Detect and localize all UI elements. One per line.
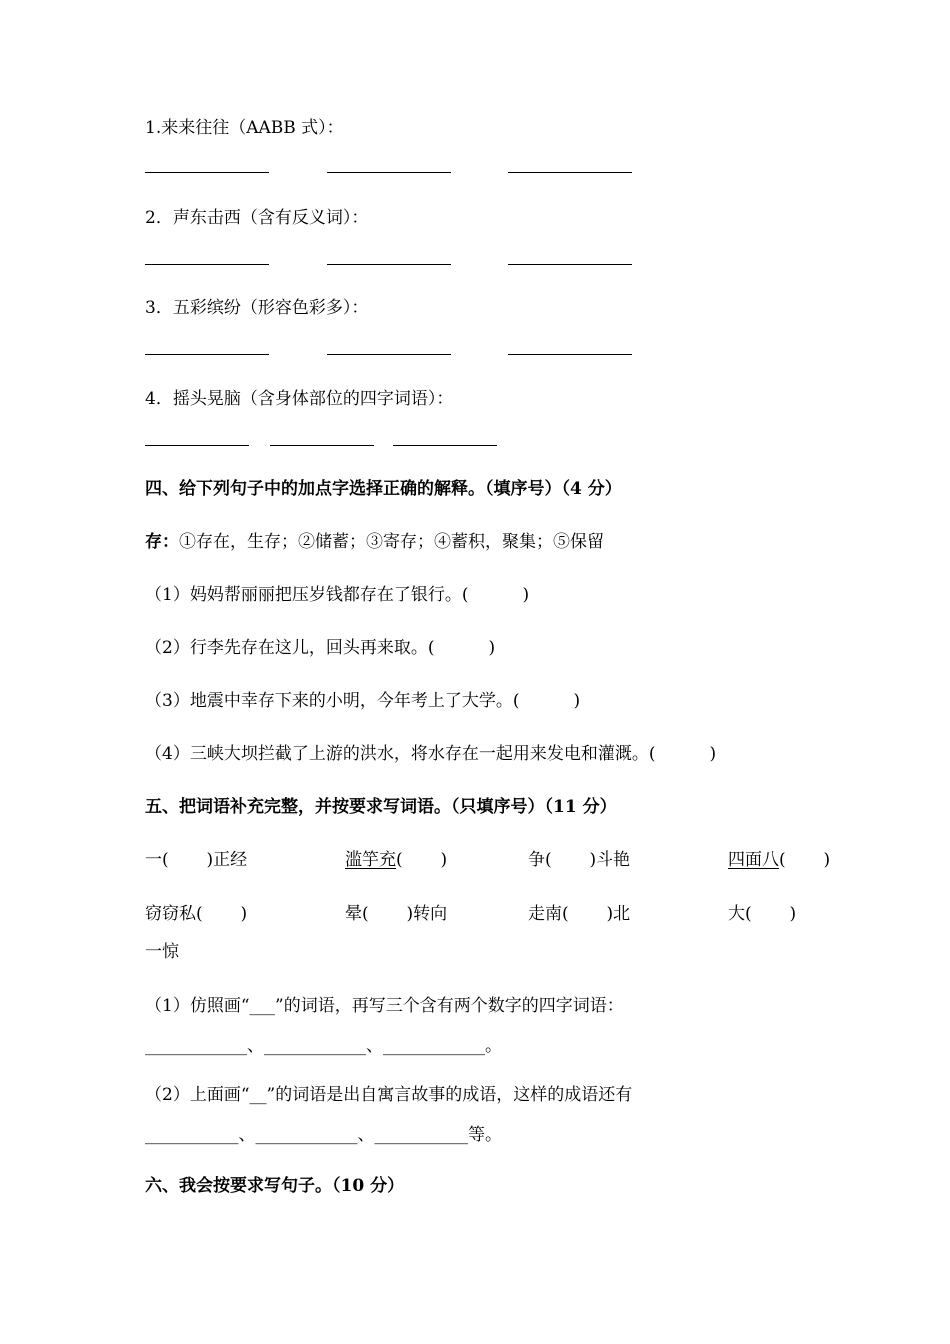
idiom-3: 争( )斗艳 (528, 850, 631, 870)
idiom-2-underlined: 滥竽充 (345, 850, 396, 870)
q1-blank-1[interactable] (145, 172, 269, 173)
sentence-3: （3）地震中幸存下来的小明，今年考上了大学。( ) (145, 691, 581, 711)
q4-blank-3[interactable] (393, 445, 497, 446)
q2-blank-1[interactable] (145, 264, 269, 265)
q3-blank-1[interactable] (145, 354, 269, 355)
idiom-2-blank: ( ) (396, 850, 448, 870)
q2-blank-3[interactable] (508, 264, 632, 265)
part5-heading: 五、把词语补充完整，并按要求写词语。（只填序号）（11 分） (145, 797, 617, 817)
q3-blank-3[interactable] (508, 354, 632, 355)
requirement-1-answer-line[interactable]: ____________、____________、____________。 (145, 1036, 502, 1056)
q4-text: 4．摇头晃脑（含身体部位的四字词语）： (145, 389, 454, 409)
q3-text: 3．五彩缤纷（形容色彩多）： (145, 298, 369, 318)
q1-blank-2[interactable] (327, 172, 451, 173)
requirement-2: （2）上面画“__”的词语是出自寓言故事的成语，这样的成语还有 (145, 1085, 633, 1105)
idiom-7: 走南( )北 (528, 904, 631, 924)
idiom-4-blank: ( ) (779, 850, 831, 870)
q2-blank-2[interactable] (327, 264, 451, 265)
part6-heading: 六、我会按要求写句子。（10 分） (145, 1176, 405, 1196)
idiom-4-underlined: 四面八 (728, 850, 779, 870)
sentence-1: （1）妈妈帮丽丽把压岁钱都存在了银行。( ) (145, 585, 530, 605)
idiom-6: 晕( )转向 (345, 904, 448, 924)
idiom-2 (345, 852, 447, 869)
idiom-1: 一( )正经 (145, 850, 248, 870)
part4-heading: 四、给下列句子中的加点字选择正确的解释。（填序号）（4 分） (145, 479, 622, 499)
idiom-4 (728, 852, 830, 869)
sentence-4: （4）三峡大坝拦截了上游的洪水，将水存在一起用来发电和灌溉。( ) (145, 744, 717, 764)
q2-text: 2．声东击西（含有反义词）： (145, 208, 369, 228)
q1-blank-3[interactable] (508, 172, 632, 173)
q4-blank-1[interactable] (145, 445, 249, 446)
sentence-2: （2）行李先存在这儿，回头再来取。( ) (145, 638, 496, 658)
q1-text: 1.来来往往（AABB 式）： (145, 118, 344, 138)
idiom-8-continued: 一惊 (145, 942, 179, 962)
requirement-1: （1）仿照画“___”的词语，再写三个含有两个数字的四字词语： (145, 996, 624, 1016)
definition-line (145, 534, 604, 551)
requirement-2-answer-line[interactable]: ___________、____________、___________等。 (145, 1125, 502, 1145)
idiom-8: 大( ) (728, 904, 797, 924)
definition-word: 存： (145, 532, 179, 552)
q4-blank-2[interactable] (270, 445, 374, 446)
definition-options: ①存在，生存；②储蓄；③寄存；④蓄积，聚集；⑤保留 (179, 532, 604, 552)
idiom-5: 窃窃私( ) (145, 904, 248, 924)
q3-blank-2[interactable] (327, 354, 451, 355)
